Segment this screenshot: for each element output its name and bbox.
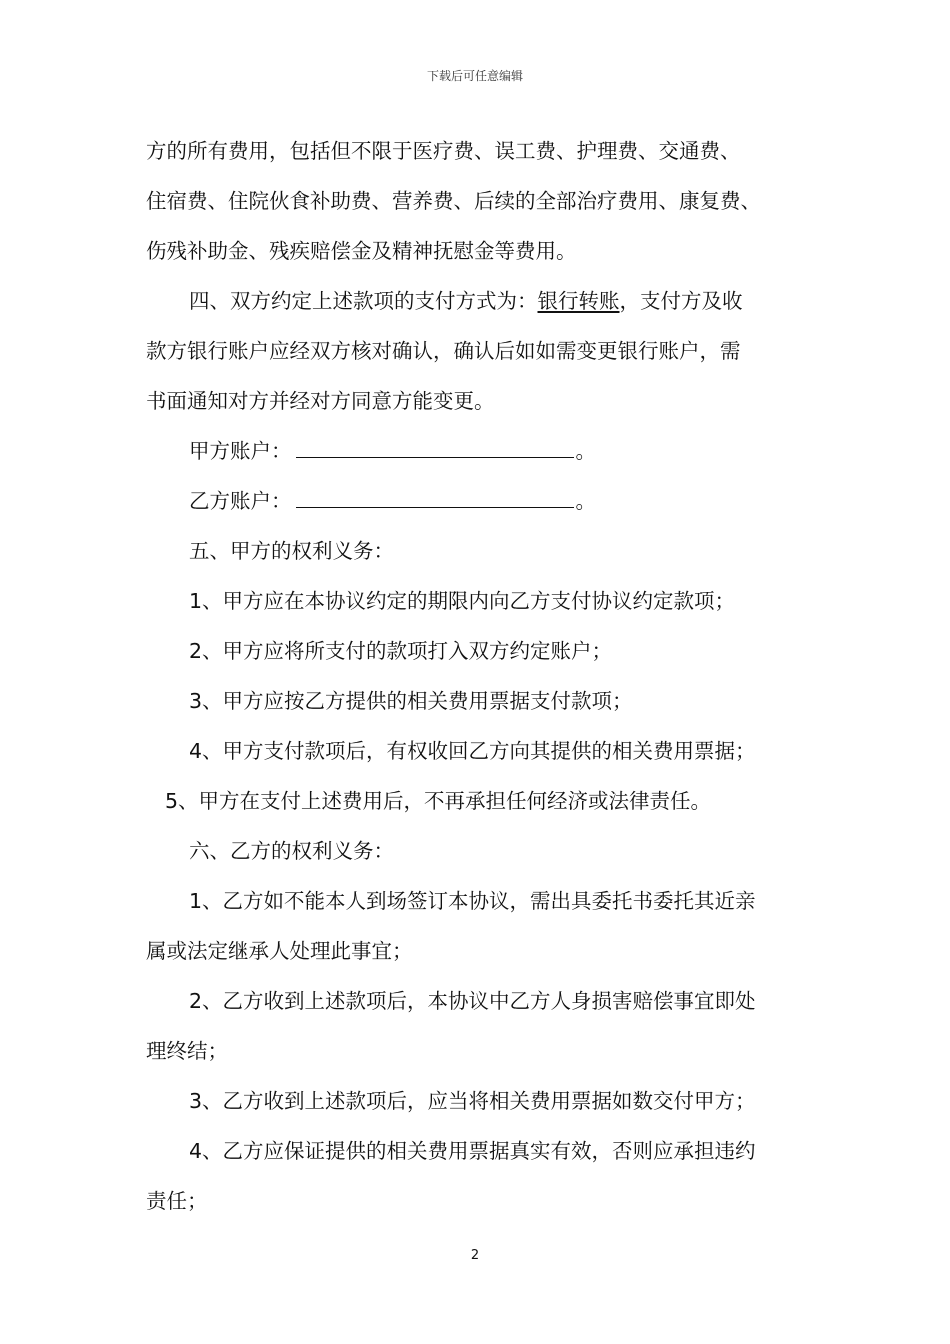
text-line: 书面通知对方并经对方同意方能变更。: [146, 389, 495, 413]
text-segment: ，支付方及收: [619, 289, 743, 313]
list-item-continuation: 属或法定继承人处理此事宜；: [146, 939, 413, 963]
text-line: 方的所有费用，包括但不限于医疗费、误工费、护理费、交通费、: [146, 139, 741, 163]
party-b-account-label: 乙方账户：: [189, 489, 292, 513]
text-line: 款方银行账户应经双方核对确认，确认后如如需变更银行账户，需: [146, 339, 741, 363]
text-segment: 四、双方约定上述款项的支付方式为：: [189, 289, 538, 313]
list-item: 1、乙方如不能本人到场签订本协议，需出具委托书委托其近亲: [189, 889, 756, 913]
section-heading: 六、乙方的权利义务：: [189, 839, 394, 863]
party-a-account-label: 甲方账户：: [189, 439, 292, 463]
list-item: 1、甲方应在本协议约定的期限内向乙方支付协议约定款项；: [189, 589, 736, 613]
list-item-continuation: 理终结；: [146, 1039, 228, 1063]
party-b-account-line: [189, 488, 596, 514]
text-segment: 。: [575, 439, 596, 463]
page-number: 2: [470, 1248, 480, 1263]
header-note: 下载后可任意编辑: [426, 69, 523, 83]
payment-method-line: [189, 288, 743, 314]
text-line: 住宿费、住院伙食补助费、营养费、后续的全部治疗费用、康复费、: [146, 189, 761, 213]
section-heading: 五、甲方的权利义务：: [189, 539, 394, 563]
party-a-account-line: [189, 438, 596, 464]
list-item: 2、乙方收到上述款项后，本协议中乙方人身损害赔偿事宜即处: [189, 989, 756, 1013]
text-segment: 。: [575, 489, 596, 513]
party-a-account-blank[interactable]: [296, 439, 574, 458]
party-b-account-blank[interactable]: [296, 489, 574, 508]
list-item-continuation: 责任；: [146, 1189, 208, 1213]
list-item: 5、甲方在支付上述费用后，不再承担任何经济或法律责任。: [165, 789, 712, 813]
payment-method-value: 银行转账: [537, 289, 620, 313]
list-item: 3、甲方应按乙方提供的相关费用票据支付款项；: [189, 689, 633, 713]
text-line: 伤残补助金、残疾赔偿金及精神抚慰金等费用。: [146, 239, 577, 263]
list-item: 4、乙方应保证提供的相关费用票据真实有效，否则应承担违约: [189, 1139, 756, 1163]
list-item: 3、乙方收到上述款项后，应当将相关费用票据如数交付甲方；: [189, 1089, 756, 1113]
list-item: 4、甲方支付款项后，有权收回乙方向其提供的相关费用票据；: [189, 739, 756, 763]
list-item: 2、甲方应将所支付的款项打入双方约定账户；: [189, 639, 613, 663]
